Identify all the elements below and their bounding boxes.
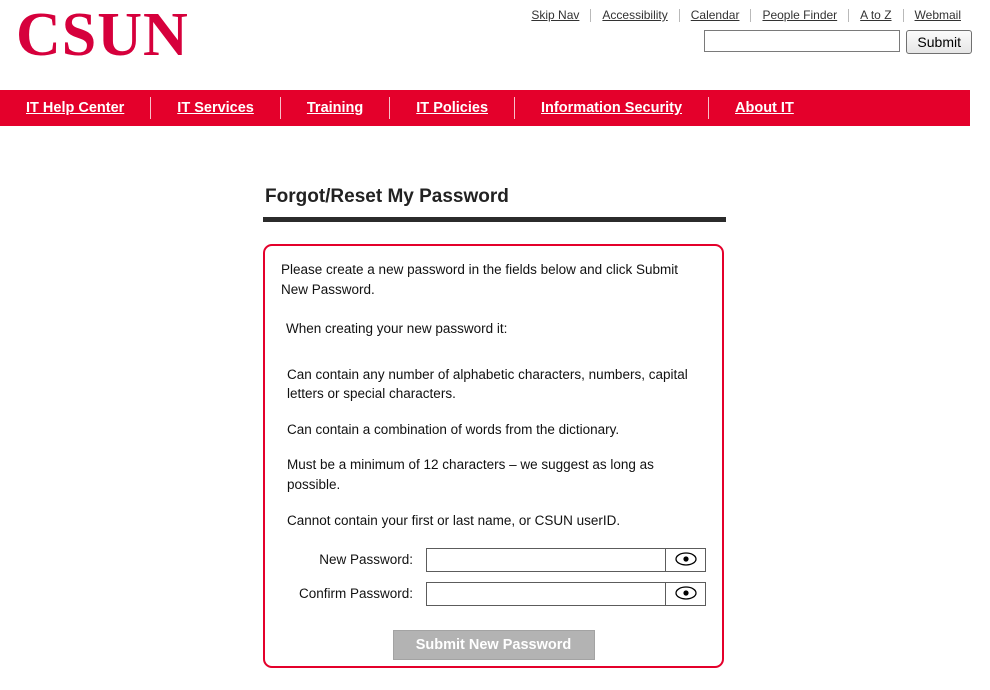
nav-item-information-security[interactable]: Information Security	[541, 100, 683, 116]
new-password-input[interactable]	[427, 549, 665, 571]
password-rule: Cannot contain your first or last name, or CSUN userID.	[287, 512, 621, 528]
submit-row	[281, 630, 706, 660]
utility-link-a-to-z[interactable]: A to Z	[860, 8, 892, 22]
csun-logo: CSUN	[16, 1, 189, 69]
toggle-new-password-visibility-button[interactable]	[665, 549, 705, 571]
new-password-row	[281, 548, 706, 572]
toggle-confirm-password-visibility-button[interactable]	[665, 583, 705, 605]
utility-link-accessibility[interactable]: Accessibility	[602, 8, 668, 22]
nav-item-it-help-center[interactable]: IT Help Center	[26, 100, 125, 116]
nav-divider	[708, 97, 709, 119]
utility-link-skip-nav[interactable]: Skip Nav	[531, 8, 580, 22]
site-header	[0, 0, 990, 90]
password-rule: Must be a minimum of 12 characters – we suggest as long as possible.	[287, 457, 654, 492]
submit-new-password-button[interactable]: Submit New Password	[393, 630, 595, 660]
reset-password-panel	[263, 244, 724, 668]
search-input[interactable]	[704, 30, 900, 52]
confirm-password-row	[281, 582, 706, 606]
utility-nav	[520, 8, 972, 22]
eye-icon	[675, 586, 697, 603]
utility-link-calendar[interactable]: Calendar	[690, 8, 740, 22]
nav-item-training[interactable]: Training	[306, 100, 364, 116]
page-title: Forgot/Reset My Password	[265, 186, 509, 207]
nav-divider	[389, 97, 390, 119]
site-search	[704, 30, 972, 54]
confirm-password-input[interactable]	[427, 583, 665, 605]
confirm-password-label: Confirm Password:	[298, 586, 413, 602]
nav-item-it-services[interactable]: IT Services	[177, 100, 254, 116]
nav-divider	[280, 97, 281, 119]
instructions-text: Please create a new password in the fields below and click Submit New Password.	[281, 262, 678, 297]
requirements-heading: When creating your new password it:	[286, 321, 508, 337]
new-password-label: New Password:	[319, 552, 413, 568]
title-underline	[263, 217, 726, 222]
page-title-block	[263, 186, 726, 222]
eye-icon	[675, 552, 697, 569]
password-rule: Can contain any number of alphabetic characters, numbers, capital letters or special characters.	[287, 366, 688, 402]
nav-divider	[514, 97, 515, 119]
password-rule: Can contain a combination of words from the dictionary.	[287, 421, 620, 437]
nav-item-about-it[interactable]: About IT	[735, 100, 794, 116]
utility-link-webmail[interactable]: Webmail	[914, 8, 961, 22]
confirm-password-field-box	[426, 582, 706, 606]
new-password-field-box	[426, 548, 706, 572]
main-navigation	[0, 90, 970, 126]
nav-item-it-policies[interactable]: IT Policies	[416, 100, 489, 116]
utility-link-people-finder[interactable]: People Finder	[762, 8, 838, 22]
nav-divider	[150, 97, 151, 119]
search-submit-button[interactable]: Submit	[906, 30, 972, 54]
